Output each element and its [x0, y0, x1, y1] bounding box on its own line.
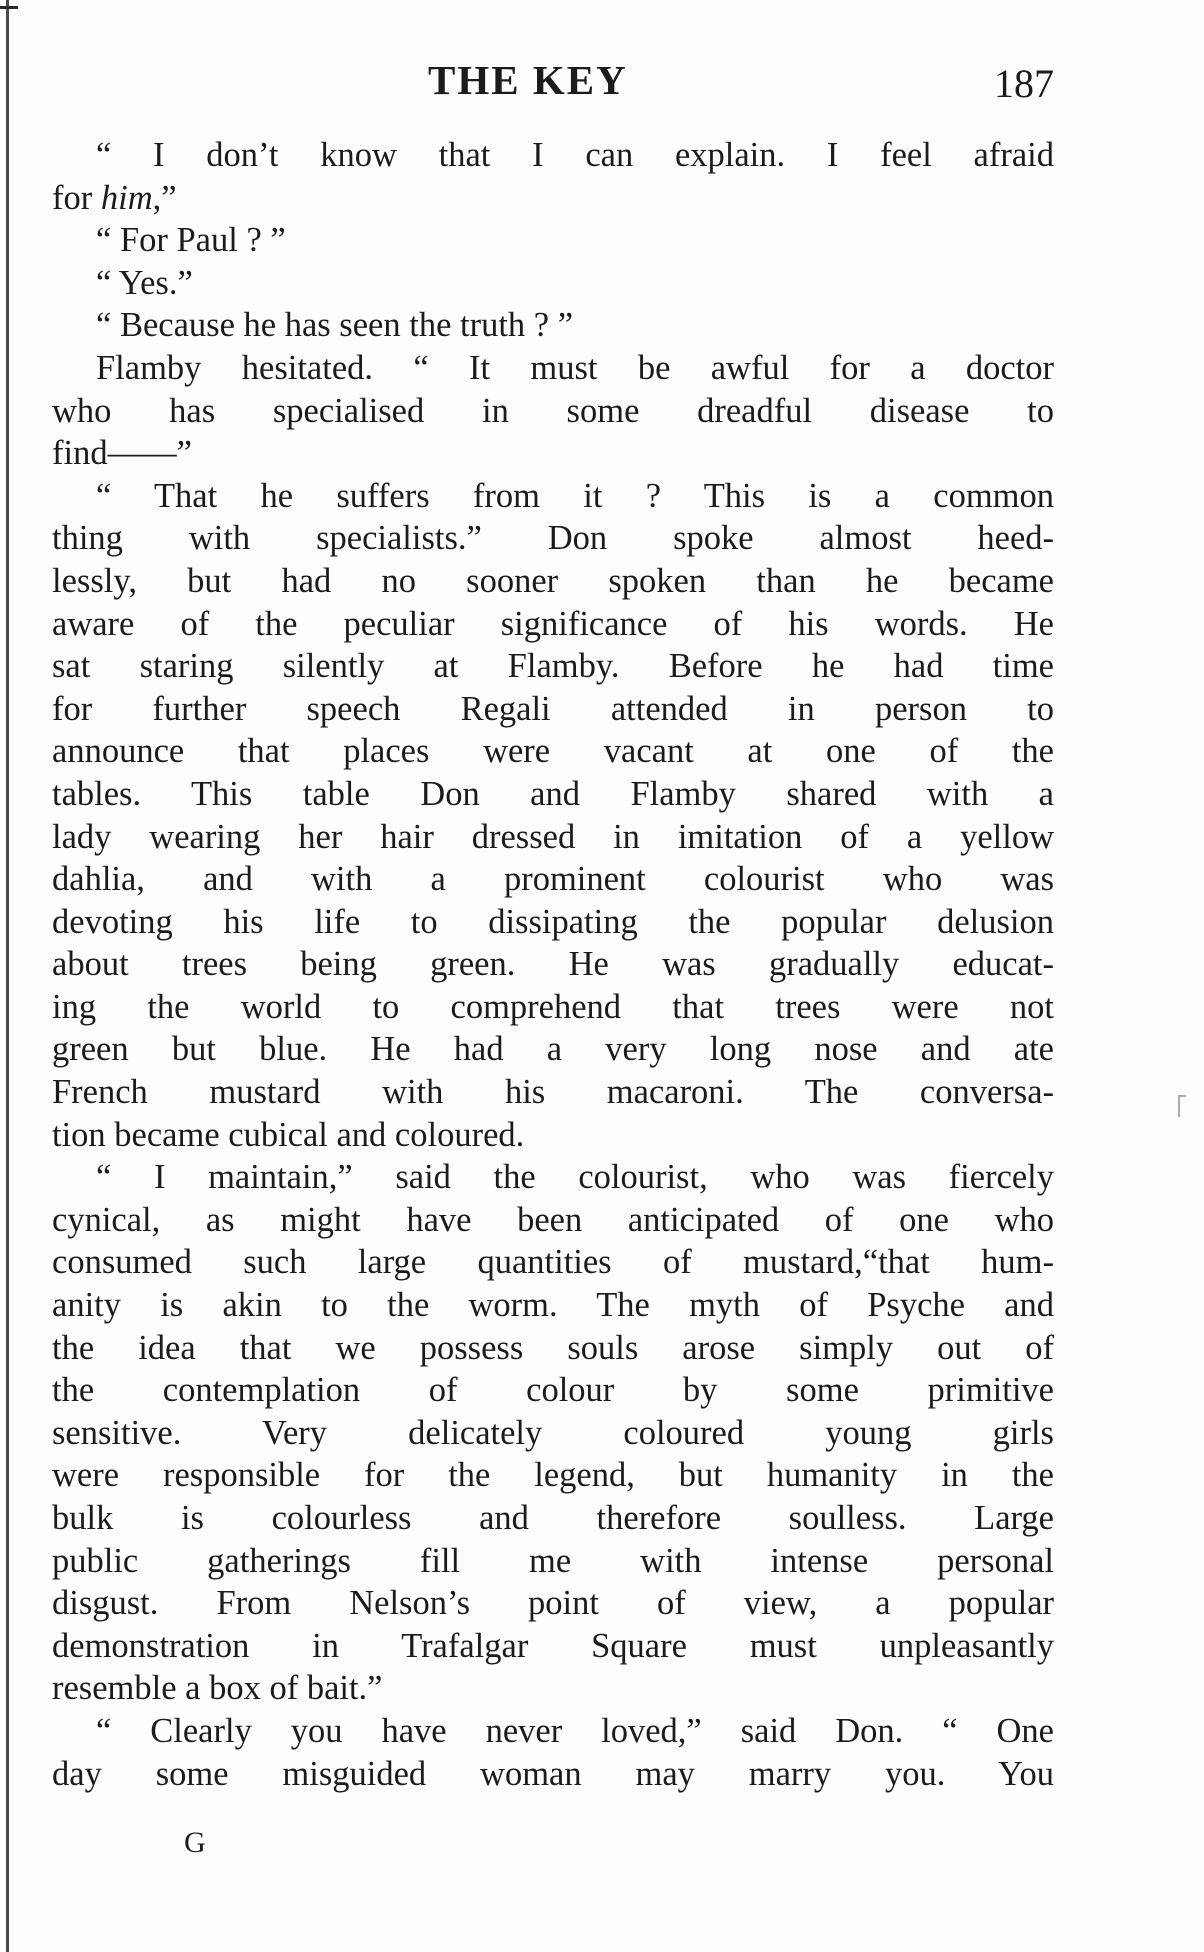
page-header: [52, 56, 1054, 106]
text-line: tion became cubical and coloured.: [52, 1115, 525, 1154]
text-line: anity is akin to the worm. The myth of Psyche and: [52, 1286, 1054, 1325]
page-number: 187: [994, 61, 1054, 106]
text-line: sat staring silently at Flamby. Before he had time: [52, 647, 1054, 686]
text-line: announce that places were vacant at one of the: [52, 732, 1054, 771]
page-binding-edge: [6, 0, 9, 1952]
text-line: about trees being green. He was gradually educat-: [52, 945, 1054, 984]
text-line: “ Because he has seen the truth ? ”: [96, 306, 574, 345]
running-head: THE KEY: [428, 57, 628, 103]
text-line: “ Yes.”: [96, 263, 193, 302]
text-line: find——”: [52, 434, 192, 473]
text-line: green but blue. He had a very long nose and ate: [52, 1030, 1054, 1069]
text-line: French mustard with his macaroni. The conversa-: [52, 1073, 1054, 1112]
body-text: [52, 134, 1054, 1795]
text-line: aware of the peculiar significance of his words. He: [52, 604, 1054, 643]
text-line: dahlia, and with a prominent colourist who was: [52, 860, 1054, 899]
text-line: resemble a box of bait.”: [52, 1669, 383, 1708]
text-line: tables. This table Don and Flamby shared with a: [52, 774, 1054, 813]
text-line: cynical, as might have been anticipated of one who: [52, 1200, 1054, 1239]
text-line: “ For Paul ? ”: [96, 221, 286, 260]
binding-tick-mark: [0, 6, 18, 9]
text-line: lady wearing her hair dressed in imitation of a yellow: [52, 817, 1054, 856]
text-line: disgust. From Nelson’s point of view, a popular: [52, 1584, 1054, 1623]
text-line: were responsible for the legend, but humanity in the: [52, 1456, 1054, 1495]
text-line: demonstration in Trafalgar Square must unpleasantly: [52, 1626, 1054, 1665]
emphasis: him: [100, 178, 153, 217]
text-line: ing the world to comprehend that trees were not: [52, 987, 1054, 1026]
text-line: who has specialised in some dreadful disease to: [52, 391, 1054, 430]
text-line: for him,”: [52, 178, 177, 217]
text-line: day some misguided woman may marry you. You: [52, 1754, 1054, 1793]
text-line: the contemplation of colour by some primitive: [52, 1371, 1054, 1410]
text-line: bulk is colourless and therefore soulless. Large: [52, 1499, 1054, 1537]
text-line: sensitive. Very delicately coloured young girls: [52, 1413, 1054, 1452]
signature-mark: G: [184, 1826, 206, 1859]
text-line: “ I don’t know that I can explain. I feel afraid: [96, 136, 1054, 174]
text-line: “ I maintain,” said the colourist, who was fiercely: [96, 1158, 1054, 1197]
margin-mark: [1178, 1095, 1186, 1117]
text-line: thing with specialists.” Don spoke almost heed-: [52, 519, 1054, 558]
text-line: consumed such large quantities of mustard,“that hum-: [52, 1243, 1054, 1282]
text-line: Flamby hesitated. “ It must be awful for a doctor: [96, 348, 1054, 387]
text-line: “ That he suffers from it ? This is a common: [96, 476, 1054, 515]
text-line: devoting his life to dissipating the popular delusion: [52, 902, 1054, 941]
text-line: lessly, but had no sooner spoken than he became: [52, 561, 1054, 600]
text-line: public gatherings fill me with intense personal: [52, 1541, 1054, 1580]
text-line: “ Clearly you have never loved,” said Don. “ One: [96, 1711, 1054, 1750]
text-line: the idea that we possess souls arose simply out of: [52, 1328, 1054, 1367]
text-line: for further speech Regali attended in person to: [52, 689, 1054, 728]
